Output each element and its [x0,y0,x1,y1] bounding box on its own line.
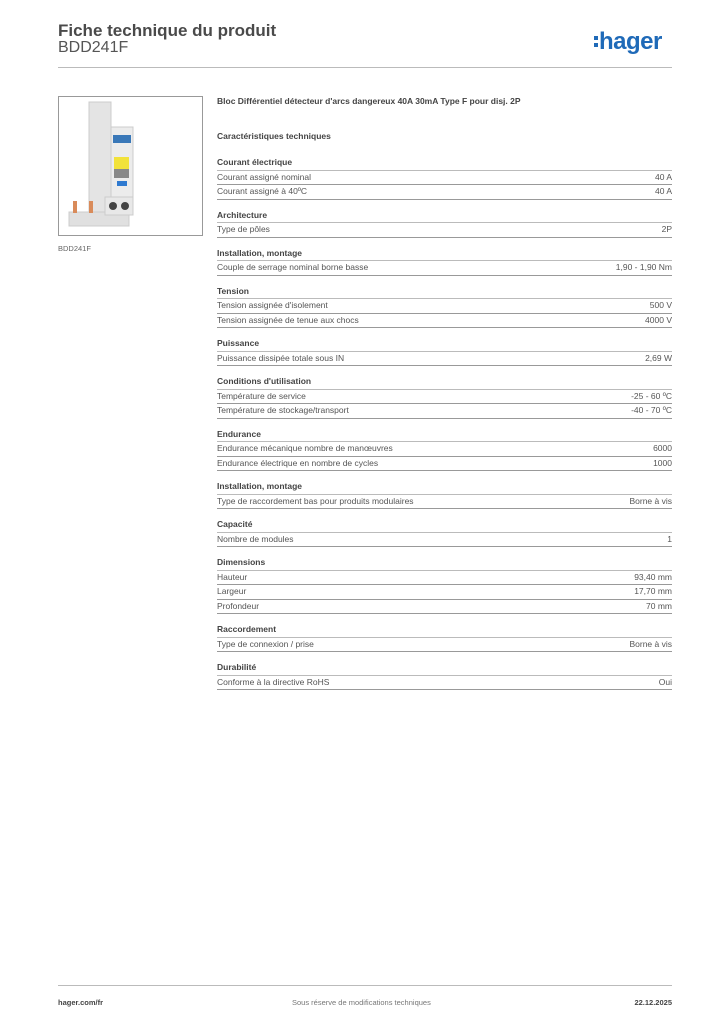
spec-value: 40 A [654,171,672,182]
product-image [58,96,203,236]
spec-row [217,171,672,186]
spec-label: Hauteur [217,571,248,582]
spec-value: 1,90 - 1,90 Nm [615,262,672,272]
spec-row [217,314,672,329]
spec-value: 1000 [653,457,672,468]
spec-section [217,623,672,652]
footer-date: 22.12.2025 [634,998,672,1007]
spec-section [217,661,672,690]
spec-label: Courant assigné à 40ºC [217,186,308,196]
spec-section [217,480,672,509]
spec-value: 2,69 W [645,352,672,363]
spec-row [217,390,672,405]
section-heading: Raccordement [217,623,672,638]
spec-row [217,585,672,600]
spec-row [217,352,672,367]
spec-value: 40 A [654,186,672,196]
spec-value: 500 V [649,300,672,310]
section-heading: Installation, montage [217,480,672,495]
characteristics-title: Caractéristiques techniques [217,131,331,141]
spec-value: 2P [661,224,672,234]
spec-value: 6000 [653,443,672,453]
spec-section [217,285,672,329]
section-heading: Puissance [217,337,672,352]
product-description: Bloc Différentiel détecteur d'arcs dangereux 40A 30mA Type F pour disj. 2P [217,96,521,106]
spec-section [217,375,672,419]
section-heading: Conditions d'utilisation [217,375,672,390]
section-heading: Dimensions [217,556,672,571]
spec-section [217,518,672,547]
spec-section [217,556,672,614]
spec-label: Profondeur [217,600,260,611]
spec-value: -40 - 70 ºC [631,405,672,415]
footer-website[interactable]: hager.com/fr [58,998,104,1007]
spec-row [217,457,672,472]
spec-value: -25 - 60 ºC [631,390,672,401]
section-heading: Endurance [217,428,672,443]
spec-row [217,495,672,510]
spec-row [217,223,672,238]
spec-row [217,600,672,615]
spec-value: 4000 V [645,314,672,325]
spec-value: 1 [667,533,672,544]
spec-label: Couple de serrage nominal borne basse [217,262,369,272]
spec-row [217,638,672,653]
image-caption: BDD241F [58,244,91,253]
spec-value: Oui [658,676,672,687]
spec-row [217,676,672,691]
spec-label: Courant assigné nominal [217,171,312,182]
section-heading: Courant électrique [217,156,672,171]
spec-row [217,533,672,548]
spec-label: Endurance mécanique nombre de manœuvres [217,443,393,453]
spec-section [217,428,672,472]
header-divider [58,67,672,68]
footer-divider [58,985,672,986]
section-heading: Capacité [217,518,672,533]
spec-row [217,185,672,200]
spec-value: 17,70 mm [634,586,672,596]
spec-section [217,247,672,276]
spec-label: Type de connexion / prise [217,638,314,649]
spec-value: 93,40 mm [634,571,672,582]
spec-row [217,571,672,586]
section-heading: Tension [217,285,672,300]
spec-value: Borne à vis [629,638,672,649]
spec-label: Type de raccordement bas pour produits modulaires [217,495,414,506]
hager-logo: hager [594,28,662,56]
section-heading: Installation, montage [217,247,672,262]
section-heading: Durabilité [217,661,672,676]
product-reference: BDD241F [58,39,129,56]
spec-label: Conforme à la directive RoHS [217,676,330,687]
spec-label: Largeur [217,586,247,596]
spec-label: Tension assignée de tenue aux chocs [217,314,359,325]
spec-value: Borne à vis [629,495,672,506]
spec-row [217,261,672,276]
footer-disclaimer: Sous réserve de modifications techniques [292,998,431,1007]
spec-row [217,442,672,457]
spec-table [217,156,672,699]
spec-section [217,209,672,238]
spec-label: Type de pôles [217,224,270,234]
page-title: Fiche technique du produit [58,21,277,40]
spec-section [217,337,672,366]
spec-row [217,299,672,314]
spec-label: Température de stockage/transport [217,405,349,415]
spec-label: Endurance électrique en nombre de cycles [217,457,379,468]
spec-value: 70 mm [646,600,672,611]
section-heading: Architecture [217,209,672,224]
spec-label: Tension assignée d'isolement [217,300,328,310]
spec-label: Température de service [217,390,306,401]
spec-row [217,404,672,419]
spec-label: Nombre de modules [217,533,294,544]
spec-label: Puissance dissipée totale sous IN [217,352,345,363]
spec-section [217,156,672,200]
